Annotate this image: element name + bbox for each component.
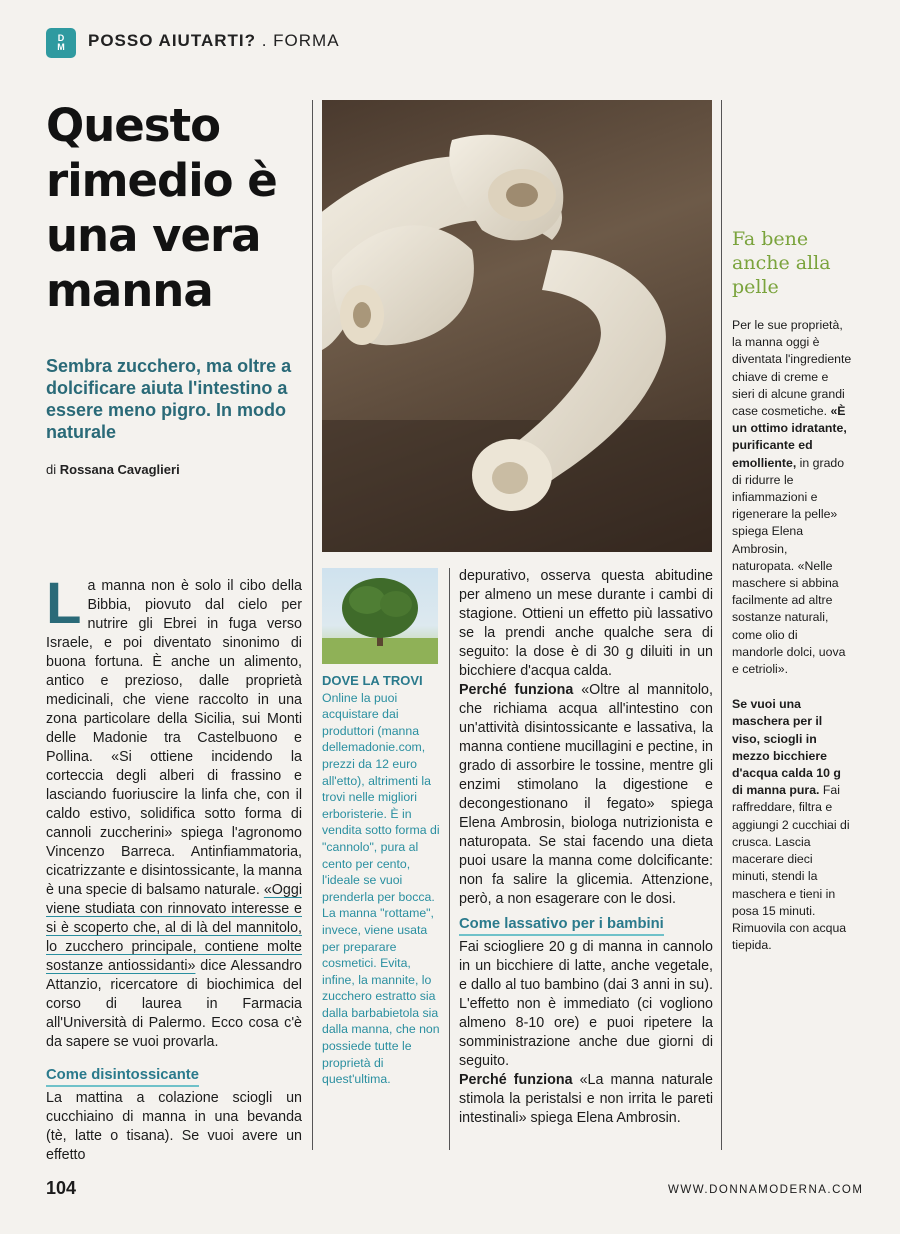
detox-why-paragraph <box>459 681 713 909</box>
byline-prefix: di <box>46 462 60 477</box>
rubric-bold: POSSO AIUTARTI? <box>88 31 256 50</box>
column-divider-right <box>721 100 722 1150</box>
article-subtitle: Sembra zucchero, ma oltre a dolcificare aiuta l'intestino a essere meno pigro. In modo naturale <box>46 356 292 442</box>
heading-laxative: Come lassativo per i bambini <box>459 915 664 936</box>
where-to-find-heading: DOVE LA TROVI <box>322 673 423 688</box>
sidebar-p1: Per le sue proprietà, la manna oggi è diventata l'ingrediente chiave di creme e sieri di alcune grandi case cosmetiche. <box>732 318 852 419</box>
manna-photo <box>322 100 712 552</box>
column-divider-box <box>449 568 450 1150</box>
sidebar-p1-bold: «È un ottimo idratante, purificante ed emolliente, <box>732 404 847 470</box>
detox-text-a: La mattina a colazione sciogli un cucchiaino di manna in una bevanda (tè, latte o tisana). Se vuoi avere un effetto <box>46 1090 302 1163</box>
column-divider-left <box>312 100 313 1150</box>
ash-tree-photo <box>322 568 438 664</box>
laxative-why-paragraph <box>459 1071 713 1128</box>
article-title: Questo rimedio è una vera manna <box>46 99 277 317</box>
drop-cap: L <box>46 571 82 636</box>
sidebar-title: Fa bene anche alla pelle <box>732 228 831 298</box>
center-column <box>459 567 713 1128</box>
detox-why-label: Perché funziona <box>459 682 574 698</box>
sidebar-paragraph-1 <box>732 317 852 678</box>
intro-paragraph <box>46 571 302 1052</box>
where-to-find-text: Online la puoi acquistare dai produttori (manna dellemadonie.com, prezzi da 12 euro all'etto), altrimenti la trovi nelle migliori erboristerie. È in vendita sotto forma di "cannolo", pura al cento per cento, l'ideale se vuoi prenderla per bocca. La manna "rottame", invece, viene usata per preparare cosmetici. Evita, infine, la mannite, lo zucchero estratto sia dalla barbabietola sia dalla manna, che non possiede tutte le proprietà di quest'ultima. <box>322 690 440 1087</box>
sidebar-paragraph-2 <box>732 696 852 954</box>
sidebar-p1-rest: in grado di ridurre le infiammazioni e rigenerare la pelle» spiega Elena Ambrosin, naturopata. «Nelle maschere si abbina facilmente ad altre sostanze naturali, come olio di mandorle dolci, uova e cetrioli». <box>732 455 846 677</box>
sidebar-p2-bold: Se vuoi una maschera per il viso, sciogli in mezzo bicchiere d'acqua calda 10 g di manna pura. <box>732 697 841 798</box>
rubric-rest: . FORMA <box>256 31 340 50</box>
intro-text-a: a manna non è solo il cibo della Bibbia, piovuto dal cielo per nutrire gli Ebrei in fuga verso Israele, e poi diventato sinonimo di buona fortuna. È anche un alimento, antico e prezioso, dalle proprietà medicinali, che viene raccolto in una zona particolare della Sicilia, sui Monti delle Madonie tra Castelbuono e Pollina. «Si ottiene incidendo la corteccia degli alberi di frassino e lasciando fuoriuscire la linfa che, con il caldo estivo, solidifica sotto forma di cannoli zuccherini» spiega l'agronomo Vincenzo Barreca. Antinfiammatoria, cicatrizzante e disintossicante, la manna è una specie di balsamo naturale. <box>46 578 302 898</box>
laxative-why-text: «La manna naturale stimola la peristalsi e non irrita le pareti intestinali» spiega Elena Ambrosin. <box>459 1072 713 1126</box>
laxative-text: Fai sciogliere 20 g di manna in cannolo in un bicchiere di latte, anche vegetale, e dallo al tuo bambino (dai 3 anni in su). L'effetto non è immediato (ci vogliono almeno 8-10 ore) e puoi ripetere la somministrazione anche due giorni di seguito. <box>459 939 713 1069</box>
intro-highlight: «Oggi viene studiata con rinnovato interesse e si è scoperto che, al di là del mannitolo, lo zucchero principale, contiene molte sostanze antiossidanti» <box>46 882 302 974</box>
logo-letter-bottom: M <box>57 42 65 52</box>
author-name: Rossana Cavaglieri <box>59 462 180 477</box>
section-rubric <box>88 31 340 51</box>
detox-why-text: «Oltre al mannitolo, che richiama acqua all'intestino con un'attività disintossicante e lassativa, la manna contiene mucillagini e pectine, in grado di assorbire le tossine, mentre gli enzimi stimolano la digestione e decongestionano il fegato» spiega Elena Ambrosin, biologa nutrizionista e naturopata. Se stai facendo una dieta puoi usare la manna come dolcificante: non fa salire la glicemia. Attenzione, però, a non esagerare con le dosi. <box>459 682 713 907</box>
byline <box>46 462 180 477</box>
page-number: 104 <box>46 1178 77 1198</box>
heading-detox: Come disintossicante <box>46 1066 199 1087</box>
detox-text-b: depurativo, osserva questa abitudine per almeno un mese durante i cambi di stagione. Ottieni un effetto più lassativo se la prendi anche qualche sera di seguito: la dose è di 30 g diluiti in un bicchiere d'acqua calda. <box>459 568 713 679</box>
logo-letter-top: D <box>57 33 65 43</box>
skin-sidebar <box>732 227 852 954</box>
intro-column <box>46 571 302 1165</box>
magazine-logo <box>46 28 76 58</box>
ash-tree-image <box>322 568 438 664</box>
where-to-find-box <box>322 673 440 1088</box>
intro-text-b: dice Alessandro Attanzio, ricercatore di biochimica del corso di laurea in Farmacia all'Università di Palermo. Ecco cosa c'è da sapere se vuoi provarla. <box>46 958 302 1050</box>
manna-cannoli-image <box>322 100 712 552</box>
sidebar-p2-rest: Fai raffreddare, filtra e aggiungi 2 cucchiai di crusca. Lascia macerare dieci minuti, stendi la maschera e tieni in posa 15 minuti. Rimuovila con acqua tiepida. <box>732 783 850 953</box>
website-url: WWW.DONNAMODERNA.COM <box>668 1184 864 1196</box>
laxative-why-label: Perché funziona <box>459 1072 573 1088</box>
